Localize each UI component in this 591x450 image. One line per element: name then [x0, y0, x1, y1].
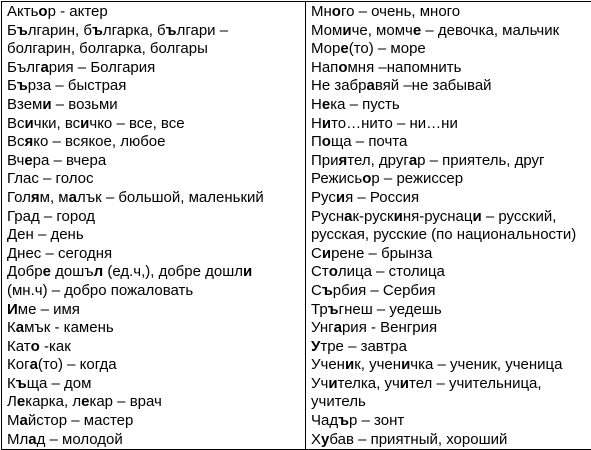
stress-letter: о	[338, 59, 347, 76]
stress-letter: о	[322, 133, 331, 150]
vocab-line	[311, 412, 591, 431]
stress-letter: ъ	[166, 22, 177, 39]
stress-letter: а	[40, 59, 48, 76]
vocab-line	[7, 77, 301, 96]
vocab-text: С	[311, 282, 322, 299]
vocab-line	[311, 338, 591, 357]
vocab-text: С	[311, 245, 322, 262]
vocab-text: р – приятель, друг	[417, 152, 544, 169]
vocab-line	[7, 319, 301, 338]
stress-letter: и	[401, 356, 410, 373]
stress-letter: и	[345, 356, 354, 373]
vocab-text: Ког	[7, 356, 30, 373]
vocab-line	[7, 282, 301, 301]
stress-letter: е	[340, 40, 348, 57]
stress-letter: е	[413, 22, 421, 39]
stress-letter: ъ	[17, 22, 28, 39]
vocab-text: (то) – когда	[38, 356, 117, 373]
vocab-line	[7, 375, 301, 394]
vocab-text: к, учен	[354, 356, 401, 373]
vocab-text: че, момч	[352, 22, 413, 39]
stress-letter: е	[322, 96, 330, 113]
vocab-text: -как	[40, 338, 71, 355]
vocab-line	[7, 59, 301, 78]
vocab-text: Б	[7, 22, 17, 39]
vocab-text: Л	[7, 393, 17, 410]
stress-letter: а	[20, 412, 28, 429]
vocab-text: – русский,	[482, 208, 557, 225]
vocab-line	[7, 412, 301, 431]
vocab-text: (то) – море	[349, 40, 426, 57]
bulgarian-column-right	[306, 2, 591, 450]
stress-letter: У	[311, 338, 320, 355]
vocab-text: гнеш – уедешь	[339, 301, 442, 318]
vocab-line	[311, 77, 591, 96]
stress-letter: и	[394, 208, 403, 225]
vocab-text: Рус	[311, 189, 336, 206]
vocab-text: П	[311, 133, 322, 150]
vocab-line	[7, 40, 301, 59]
vocab-text: го – очень, много	[341, 3, 460, 20]
stress-letter: и	[472, 208, 481, 225]
vocab-text: тел, друг	[347, 152, 409, 169]
vocab-text: рия – Болгария	[49, 59, 155, 76]
stress-letter: ъ	[338, 412, 349, 429]
stress-letter: о	[31, 338, 40, 355]
vocab-line	[7, 431, 301, 450]
vocab-text: рбия – Сербия	[333, 282, 436, 299]
vocab-line	[311, 40, 591, 59]
vocab-text: рия - Венгрия	[342, 319, 437, 336]
vocab-text: ща – почта	[331, 133, 407, 150]
stress-letter: и	[336, 189, 345, 206]
vocab-line	[311, 59, 591, 78]
stress-letter: ъ	[17, 77, 28, 94]
vocab-line	[311, 115, 591, 134]
vocab-text: мня –напомнить	[347, 59, 461, 76]
vocab-text: ща – дом	[27, 375, 92, 392]
vocab-text: Уч	[311, 375, 328, 392]
vocab-text: Град – город	[7, 208, 95, 225]
vocab-text: Вс	[7, 133, 25, 150]
vocab-line	[311, 356, 591, 375]
bulgarian-column-left	[2, 2, 306, 450]
stress-letter: а	[30, 356, 38, 373]
vocab-line	[7, 3, 301, 22]
vocab-line	[311, 189, 591, 208]
vocab-line	[7, 356, 301, 375]
vocab-line	[7, 170, 301, 189]
vocab-line	[311, 133, 591, 152]
stress-letter: и	[322, 115, 331, 132]
stress-letter: ъ	[16, 375, 27, 392]
vocab-text: Учен	[311, 356, 345, 373]
vocab-text: лък – большой, маленький	[77, 189, 264, 206]
stress-letter: я	[339, 152, 348, 169]
vocab-line	[311, 319, 591, 338]
vocab-line	[7, 338, 301, 357]
vocab-text: к-руск	[352, 208, 393, 225]
stress-letter: а	[344, 208, 352, 225]
vocab-text: Не забр	[311, 77, 367, 94]
stress-letter: а	[28, 431, 36, 448]
vocab-text: мък - камень	[24, 319, 114, 336]
vocab-text: Гол	[7, 189, 31, 206]
stress-letter: а	[16, 319, 24, 336]
vocab-text: кар – врач	[89, 393, 161, 410]
vocab-text: тре – завтра	[320, 338, 407, 355]
vocab-text: ка – пусть	[330, 96, 400, 113]
vocab-text: ня-руснац	[403, 208, 473, 225]
stress-letter: и	[42, 96, 51, 113]
vocab-text: чка – ученик, ученица	[410, 356, 562, 373]
vocab-text: Вч	[7, 152, 24, 169]
vocab-line	[7, 189, 301, 208]
vocab-line	[7, 96, 301, 115]
vocab-text: (ед.ч,), добре дошл	[103, 263, 243, 280]
vocabulary-table	[1, 1, 591, 450]
vocab-text: К	[7, 319, 16, 336]
vocab-line	[311, 282, 591, 301]
vocab-text: р - актер	[48, 3, 108, 20]
vocab-text: ра – вчера	[33, 152, 107, 169]
vocab-text: бав – приятный, хороший	[329, 431, 507, 448]
stress-letter: о	[38, 3, 47, 20]
vocab-text: м, м	[40, 189, 69, 206]
vocab-line	[311, 226, 591, 245]
vocab-line	[7, 301, 301, 320]
vocab-text: Русн	[311, 208, 344, 225]
vocab-line	[7, 226, 301, 245]
vocab-text: д – молодой	[37, 431, 123, 448]
vocab-line	[7, 245, 301, 264]
stress-letter: е	[43, 263, 51, 280]
stress-letter: а	[334, 319, 342, 336]
vocab-text: чки, вс	[34, 115, 80, 132]
vocab-text: лица – столица	[338, 263, 445, 280]
vocab-text: При	[311, 152, 339, 169]
vocab-line	[7, 133, 301, 152]
vocab-text: рза – быстрая	[28, 77, 127, 94]
stress-letter: и	[342, 22, 351, 39]
vocab-text: дошъ	[51, 263, 94, 280]
stress-letter: л	[94, 263, 104, 280]
vocab-line	[7, 22, 301, 41]
vocab-text: Нап	[311, 59, 338, 76]
vocab-text: рене – брынза	[331, 245, 432, 262]
vocab-line	[7, 115, 301, 134]
vocab-line	[311, 375, 591, 394]
vocab-text: – возьми	[52, 96, 118, 113]
vocab-text: Мн	[311, 3, 332, 20]
stress-letter: е	[17, 393, 25, 410]
stress-letter: и	[328, 375, 337, 392]
vocab-text: Режись	[311, 170, 362, 187]
vocab-text: Взем	[7, 96, 42, 113]
vocab-text: йстор – мастер	[28, 412, 133, 429]
stress-letter: у	[321, 431, 329, 448]
vocab-text: Мор	[311, 40, 340, 57]
vocab-text: Тр	[311, 301, 328, 318]
stress-letter: и	[400, 375, 409, 392]
vocab-text: М	[7, 412, 20, 429]
stress-letter: ъ	[328, 301, 339, 318]
vocab-text: чко – все, все	[89, 115, 184, 132]
vocab-text: Ден – день	[7, 226, 84, 243]
vocab-text: Акть	[7, 3, 38, 20]
vocab-text: Х	[311, 431, 321, 448]
stress-letter: я	[25, 133, 34, 150]
vocab-text: р – режиссер	[371, 170, 463, 187]
vocab-text: лгарин, б	[28, 22, 92, 39]
vocab-line	[311, 22, 591, 41]
vocab-line	[311, 301, 591, 320]
stress-letter: а	[69, 189, 77, 206]
stress-letter: о	[329, 263, 338, 280]
vocab-line	[311, 245, 591, 264]
stress-letter: и	[25, 115, 34, 132]
vocab-text: ме – имя	[18, 301, 80, 318]
vocab-line	[311, 96, 591, 115]
stress-letter: и	[243, 263, 252, 280]
vocab-line	[311, 431, 591, 450]
vocab-line	[311, 170, 591, 189]
vocab-line	[7, 263, 301, 282]
vocab-text: ко – всякое, любое	[33, 133, 165, 150]
vocab-text: Добр	[7, 263, 43, 280]
vocab-line	[7, 393, 301, 412]
vocab-text: р – зонт	[349, 412, 404, 429]
vocab-text: Чад	[311, 412, 338, 429]
vocab-line	[311, 152, 591, 171]
vocab-text: Унг	[311, 319, 334, 336]
vocab-text: болгарин, болгарка, болгары	[7, 40, 208, 57]
vocab-line	[311, 208, 591, 227]
vocab-text: вяй –не забывай	[375, 77, 492, 94]
stress-letter: и	[80, 115, 89, 132]
vocab-text: я – Россия	[345, 189, 419, 206]
vocab-text: лгарка, б	[103, 22, 166, 39]
vocab-text: карка, л	[25, 393, 81, 410]
vocab-text: русская, русские (по национальности)	[311, 226, 576, 243]
vocab-text: Мл	[7, 431, 28, 448]
stress-letter: а	[367, 77, 375, 94]
vocab-line	[7, 152, 301, 171]
vocab-line	[311, 393, 591, 412]
vocab-text: телка, уч	[338, 375, 400, 392]
vocab-text: Н	[311, 115, 322, 132]
vocab-text: Днес – сегодня	[7, 245, 112, 262]
table-row	[2, 2, 591, 450]
vocab-text: Вс	[7, 115, 25, 132]
vocab-text: Мом	[311, 22, 342, 39]
vocab-text: лгари –	[177, 22, 228, 39]
vocab-text: Б	[7, 77, 17, 94]
vocab-text: К	[7, 375, 16, 392]
vocab-line	[311, 3, 591, 22]
vocab-text: тел – учительница,	[409, 375, 542, 392]
vocab-text: Ст	[311, 263, 329, 280]
vocab-line	[7, 208, 301, 227]
vocab-text: Глас – голос	[7, 170, 93, 187]
vocab-text: учитель	[311, 393, 366, 410]
stress-letter: а	[409, 152, 417, 169]
stress-letter: ъ	[92, 22, 103, 39]
stress-letter: о	[332, 3, 341, 20]
vocab-text: Н	[311, 96, 322, 113]
stress-letter: И	[7, 301, 18, 318]
stress-letter: и	[322, 245, 331, 262]
vocab-text: – девочка, мальчик	[421, 22, 559, 39]
vocab-line	[311, 263, 591, 282]
vocab-text: Кат	[7, 338, 31, 355]
stress-letter: е	[81, 393, 89, 410]
vocab-text: (мн.ч) – добро пожаловать	[7, 282, 193, 299]
vocab-text: то…нито – ни…ни	[331, 115, 458, 132]
vocab-text: Бълг	[7, 59, 40, 76]
stress-letter: я	[31, 189, 40, 206]
stress-letter: о	[362, 170, 371, 187]
stress-letter: е	[24, 152, 32, 169]
stress-letter: ъ	[322, 282, 333, 299]
